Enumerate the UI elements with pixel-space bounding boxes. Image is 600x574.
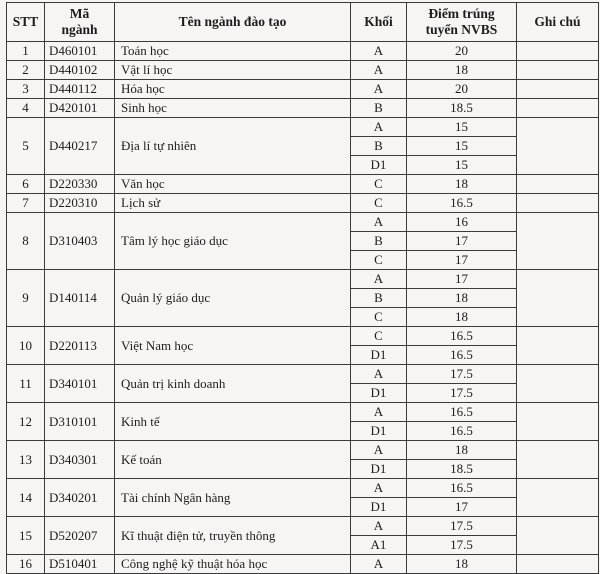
ten-nganh-cell: Quản lý giáo dục [115, 270, 351, 327]
khoi-cell: B [351, 137, 407, 156]
ghi-chu-cell [517, 517, 599, 555]
diem-cell: 17.5 [407, 365, 517, 384]
khoi-cell: B [351, 232, 407, 251]
ma-nganh-cell: D340301 [45, 441, 115, 479]
khoi-cell: D1 [351, 460, 407, 479]
ma-nganh-cell: D310403 [45, 213, 115, 270]
stt-cell: 4 [7, 99, 45, 118]
diem-cell: 18 [407, 308, 517, 327]
khoi-cell: C [351, 194, 407, 213]
ma-nganh-cell: D140114 [45, 270, 115, 327]
ghi-chu-cell [517, 555, 599, 574]
ghi-chu-cell [517, 365, 599, 403]
table-row [7, 479, 599, 498]
header-ma-nganh [45, 3, 115, 42]
ma-nganh-cell: D440217 [45, 118, 115, 175]
ma-nganh-cell: D220330 [45, 175, 115, 194]
diem-cell: 18.5 [407, 460, 517, 479]
diem-cell: 17 [407, 498, 517, 517]
table-body [7, 42, 599, 574]
diem-cell: 15 [407, 137, 517, 156]
diem-cell: 17.5 [407, 536, 517, 555]
stt-cell: 9 [7, 270, 45, 327]
ten-nganh-cell: Kinh tế [115, 403, 351, 441]
table-row [7, 270, 599, 289]
table-row [7, 118, 599, 137]
ghi-chu-cell [517, 479, 599, 517]
ma-nganh-cell: D310101 [45, 403, 115, 441]
stt-cell: 16 [7, 555, 45, 574]
diem-cell: 15 [407, 118, 517, 137]
ma-nganh-cell: D420101 [45, 99, 115, 118]
khoi-cell: B [351, 99, 407, 118]
table-row [7, 80, 599, 99]
khoi-cell: A [351, 270, 407, 289]
diem-cell: 18 [407, 289, 517, 308]
diem-cell: 15 [407, 156, 517, 175]
stt-cell: 15 [7, 517, 45, 555]
ghi-chu-cell [517, 213, 599, 270]
stt-cell: 13 [7, 441, 45, 479]
khoi-cell: A [351, 517, 407, 536]
khoi-cell: D1 [351, 498, 407, 517]
ghi-chu-cell [517, 175, 599, 194]
header-ten-nganh: Tên ngành đào tạo [115, 3, 351, 42]
ma-nganh-cell: D520207 [45, 517, 115, 555]
diem-cell: 18 [407, 61, 517, 80]
ghi-chu-cell [517, 99, 599, 118]
stt-cell: 14 [7, 479, 45, 517]
diem-cell: 16.5 [407, 194, 517, 213]
ten-nganh-cell: Quản trị kinh doanh [115, 365, 351, 403]
khoi-cell: A [351, 61, 407, 80]
stt-cell: 8 [7, 213, 45, 270]
ten-nganh-cell: Kĩ thuật điện tử, truyền thông [115, 517, 351, 555]
khoi-cell: D1 [351, 346, 407, 365]
khoi-cell: A [351, 555, 407, 574]
header-diem-line2: tuyển NVBS [425, 22, 498, 37]
khoi-cell: B [351, 289, 407, 308]
ma-nganh-cell: D220113 [45, 327, 115, 365]
ten-nganh-cell: Văn học [115, 175, 351, 194]
ma-nganh-cell: D340101 [45, 365, 115, 403]
diem-cell: 17.5 [407, 517, 517, 536]
header-ghi-chu: Ghi chú [517, 3, 599, 42]
diem-cell: 17 [407, 251, 517, 270]
ghi-chu-cell [517, 61, 599, 80]
table-row [7, 194, 599, 213]
header-row [7, 3, 599, 42]
stt-cell: 3 [7, 80, 45, 99]
diem-cell: 17 [407, 270, 517, 289]
khoi-cell: C [351, 175, 407, 194]
table-row [7, 175, 599, 194]
khoi-cell: A [351, 479, 407, 498]
stt-cell: 12 [7, 403, 45, 441]
ghi-chu-cell [517, 403, 599, 441]
table-row [7, 213, 599, 232]
ghi-chu-cell [517, 441, 599, 479]
ma-nganh-cell: D510401 [45, 555, 115, 574]
khoi-cell: D1 [351, 156, 407, 175]
ma-nganh-cell: D460101 [45, 42, 115, 61]
diem-cell: 17.5 [407, 384, 517, 403]
khoi-cell: A [351, 42, 407, 61]
ten-nganh-cell: Công nghệ kỹ thuật hóa học [115, 555, 351, 574]
table-row [7, 517, 599, 536]
ghi-chu-cell [517, 118, 599, 175]
ten-nganh-cell: Tâm lý học giáo dục [115, 213, 351, 270]
diem-cell: 17 [407, 232, 517, 251]
ma-nganh-cell: D340201 [45, 479, 115, 517]
stt-cell: 11 [7, 365, 45, 403]
ten-nganh-cell: Sinh học [115, 99, 351, 118]
diem-cell: 18 [407, 175, 517, 194]
diem-cell: 18 [407, 441, 517, 460]
khoi-cell: A [351, 80, 407, 99]
table-row [7, 365, 599, 384]
khoi-cell: A [351, 213, 407, 232]
khoi-cell: C [351, 251, 407, 270]
ten-nganh-cell: Kế toán [115, 441, 351, 479]
ghi-chu-cell [517, 194, 599, 213]
table-row [7, 555, 599, 574]
diem-cell: 20 [407, 42, 517, 61]
diem-cell: 16.5 [407, 479, 517, 498]
diem-cell: 18 [407, 555, 517, 574]
admission-table [6, 2, 599, 574]
stt-cell: 6 [7, 175, 45, 194]
diem-cell: 16.5 [407, 403, 517, 422]
khoi-cell: C [351, 327, 407, 346]
ghi-chu-cell [517, 42, 599, 61]
ma-nganh-cell: D440102 [45, 61, 115, 80]
table-row [7, 441, 599, 460]
ghi-chu-cell [517, 270, 599, 327]
stt-cell: 2 [7, 61, 45, 80]
ten-nganh-cell: Địa lí tự nhiên [115, 118, 351, 175]
khoi-cell: D1 [351, 422, 407, 441]
stt-cell: 5 [7, 118, 45, 175]
header-khoi: Khối [351, 3, 407, 42]
ten-nganh-cell: Toán học [115, 42, 351, 61]
ghi-chu-cell [517, 80, 599, 99]
ten-nganh-cell: Việt Nam học [115, 327, 351, 365]
stt-cell: 1 [7, 42, 45, 61]
table-row [7, 99, 599, 118]
diem-cell: 18.5 [407, 99, 517, 118]
table-row [7, 42, 599, 61]
header-diem-line1: Điểm trúng [428, 6, 495, 21]
header-ma-line1: Mã [69, 6, 90, 21]
table-row [7, 403, 599, 422]
khoi-cell: A [351, 118, 407, 137]
table-row [7, 61, 599, 80]
diem-cell: 16.5 [407, 327, 517, 346]
khoi-cell: C [351, 308, 407, 327]
khoi-cell: A1 [351, 536, 407, 555]
ten-nganh-cell: Hóa học [115, 80, 351, 99]
diem-cell: 16.5 [407, 346, 517, 365]
khoi-cell: A [351, 365, 407, 384]
header-ma-line2: ngành [61, 22, 98, 37]
stt-cell: 10 [7, 327, 45, 365]
ma-nganh-cell: D220310 [45, 194, 115, 213]
diem-cell: 20 [407, 80, 517, 99]
ma-nganh-cell: D440112 [45, 80, 115, 99]
header-stt: STT [7, 3, 45, 42]
ten-nganh-cell: Tài chính Ngân hàng [115, 479, 351, 517]
ghi-chu-cell [517, 327, 599, 365]
diem-cell: 16.5 [407, 422, 517, 441]
ten-nganh-cell: Lịch sử [115, 194, 351, 213]
diem-cell: 16 [407, 213, 517, 232]
ten-nganh-cell: Vật lí học [115, 61, 351, 80]
khoi-cell: A [351, 403, 407, 422]
table-row [7, 327, 599, 346]
khoi-cell: A [351, 441, 407, 460]
header-diem [407, 3, 517, 42]
khoi-cell: D1 [351, 384, 407, 403]
stt-cell: 7 [7, 194, 45, 213]
